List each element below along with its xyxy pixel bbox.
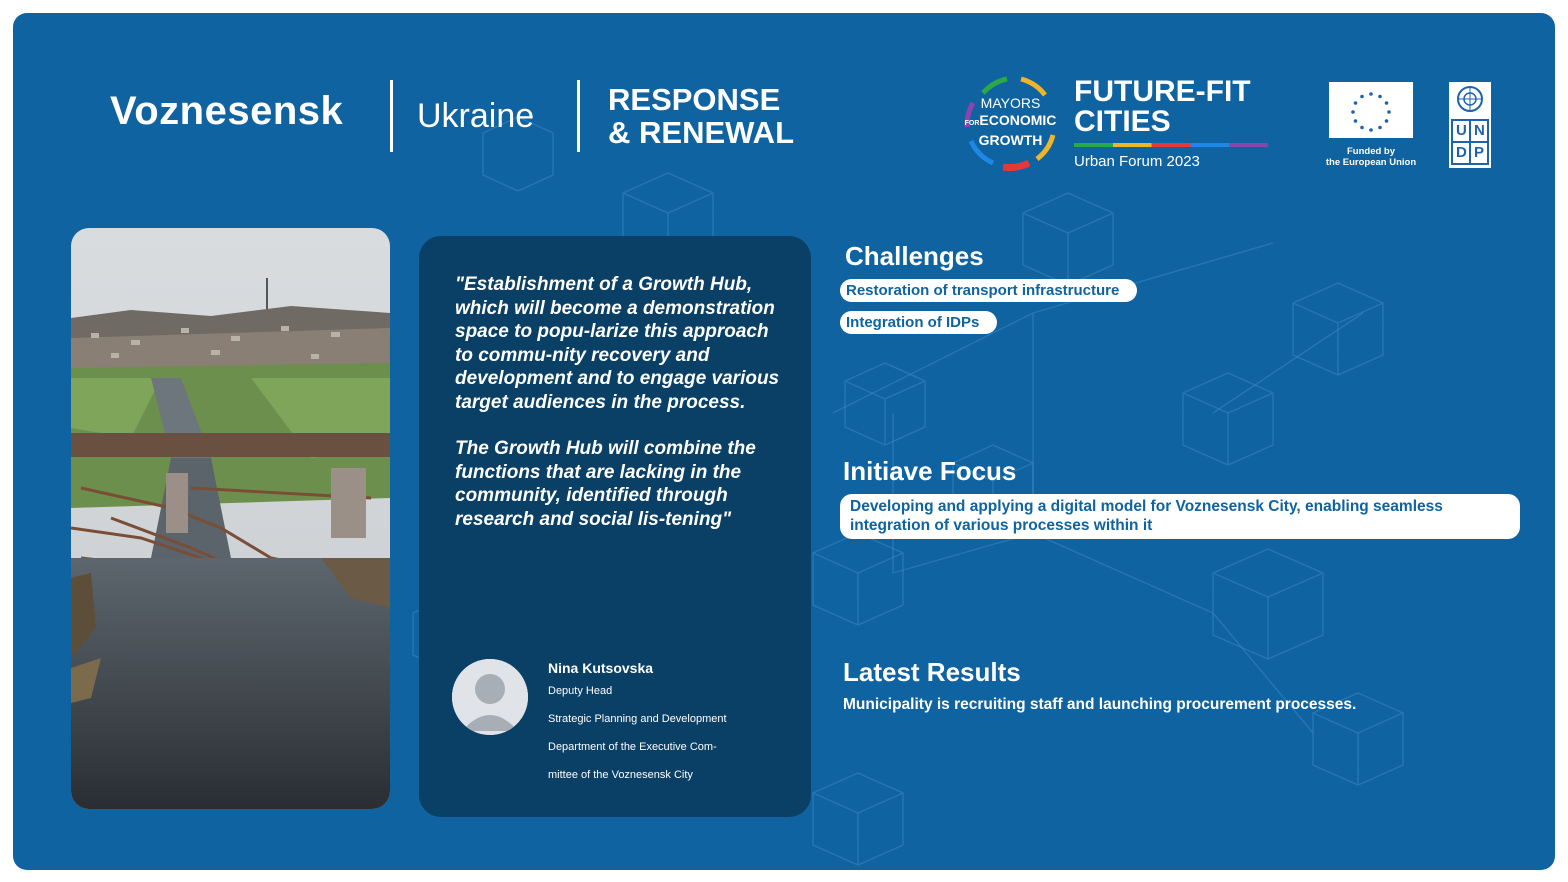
eu-line1: Funded by bbox=[1346, 146, 1396, 157]
person-icon bbox=[452, 659, 528, 735]
future-fit-cities-logo bbox=[1074, 77, 1251, 137]
focus-line1: Developing and applying a digital model for Voznesensk City, enabling seamless bbox=[850, 498, 1443, 515]
ffc-color-bar bbox=[1074, 143, 1268, 147]
eu-flag-icon bbox=[1329, 82, 1413, 138]
quote-paragraph-1: "Establishment of a Growth Hub, which will become a demonstration space to popu-larize this approach to commu-nity recovery and development and to engage various target audiences in the process. bbox=[455, 274, 780, 413]
ffc-line2: CITIES bbox=[1074, 105, 1171, 138]
person-department bbox=[548, 705, 778, 789]
urban-forum-label: Urban Forum 2023 bbox=[1074, 153, 1200, 170]
quote-paragraph-2: The Growth Hub will combine the functions that are lacking in the community, identified through research and social lis-tening" bbox=[455, 438, 756, 530]
title-divider bbox=[577, 80, 580, 152]
mayors-for: FOR bbox=[964, 120, 980, 127]
mayors-for-economic-growth-logo bbox=[963, 71, 1058, 171]
title-divider bbox=[390, 80, 393, 152]
focus-pill bbox=[840, 494, 1520, 539]
dept-line1: Strategic Planning and Development bbox=[548, 713, 727, 725]
program-title-line2: & RENEWAL bbox=[608, 115, 794, 150]
mayors-line2: ECONOMIC bbox=[979, 112, 1057, 128]
eu-line2: the European Union bbox=[1325, 157, 1417, 168]
challenges-heading: Challenges bbox=[845, 241, 984, 271]
dept-line3: mittee of the Voznesensk City bbox=[548, 769, 693, 781]
results-text: Municipality is recruiting staff and launching procurement processes. bbox=[843, 696, 1357, 713]
program-title bbox=[608, 83, 794, 149]
city-name: Voznesensk bbox=[110, 89, 344, 133]
undp-logo bbox=[1449, 82, 1491, 168]
ffc-line1: FUTURE-FIT bbox=[1074, 75, 1251, 108]
dept-line2: Department of the Executive Com- bbox=[548, 741, 717, 753]
undp-letter-n: N bbox=[1474, 122, 1485, 139]
challenge-pill: Integration of IDPs bbox=[840, 311, 997, 334]
focus-heading: Initiave Focus bbox=[843, 456, 1017, 486]
results-heading: Latest Results bbox=[843, 657, 1021, 687]
country-name: Ukraine bbox=[417, 97, 535, 135]
undp-letter-u: U bbox=[1456, 122, 1467, 139]
undp-letter-p: P bbox=[1474, 144, 1485, 161]
undp-letter-d: D bbox=[1456, 144, 1467, 161]
quote-text bbox=[455, 273, 785, 531]
slide bbox=[13, 13, 1555, 870]
avatar bbox=[452, 659, 528, 735]
focus-line2: integration of various processes within it bbox=[850, 517, 1153, 534]
destroyed-bridge-photo bbox=[71, 228, 390, 809]
person-name: Nina Kutsovska bbox=[548, 660, 654, 676]
mayors-line1: MAYORS bbox=[980, 95, 1041, 111]
program-title-line1: RESPONSE bbox=[608, 82, 781, 117]
eu-funded-label bbox=[1311, 146, 1431, 168]
mayors-line3: GROWTH bbox=[978, 132, 1043, 148]
person-role: Deputy Head bbox=[548, 685, 613, 697]
challenge-pill: Restoration of transport infrastructure bbox=[840, 279, 1137, 302]
